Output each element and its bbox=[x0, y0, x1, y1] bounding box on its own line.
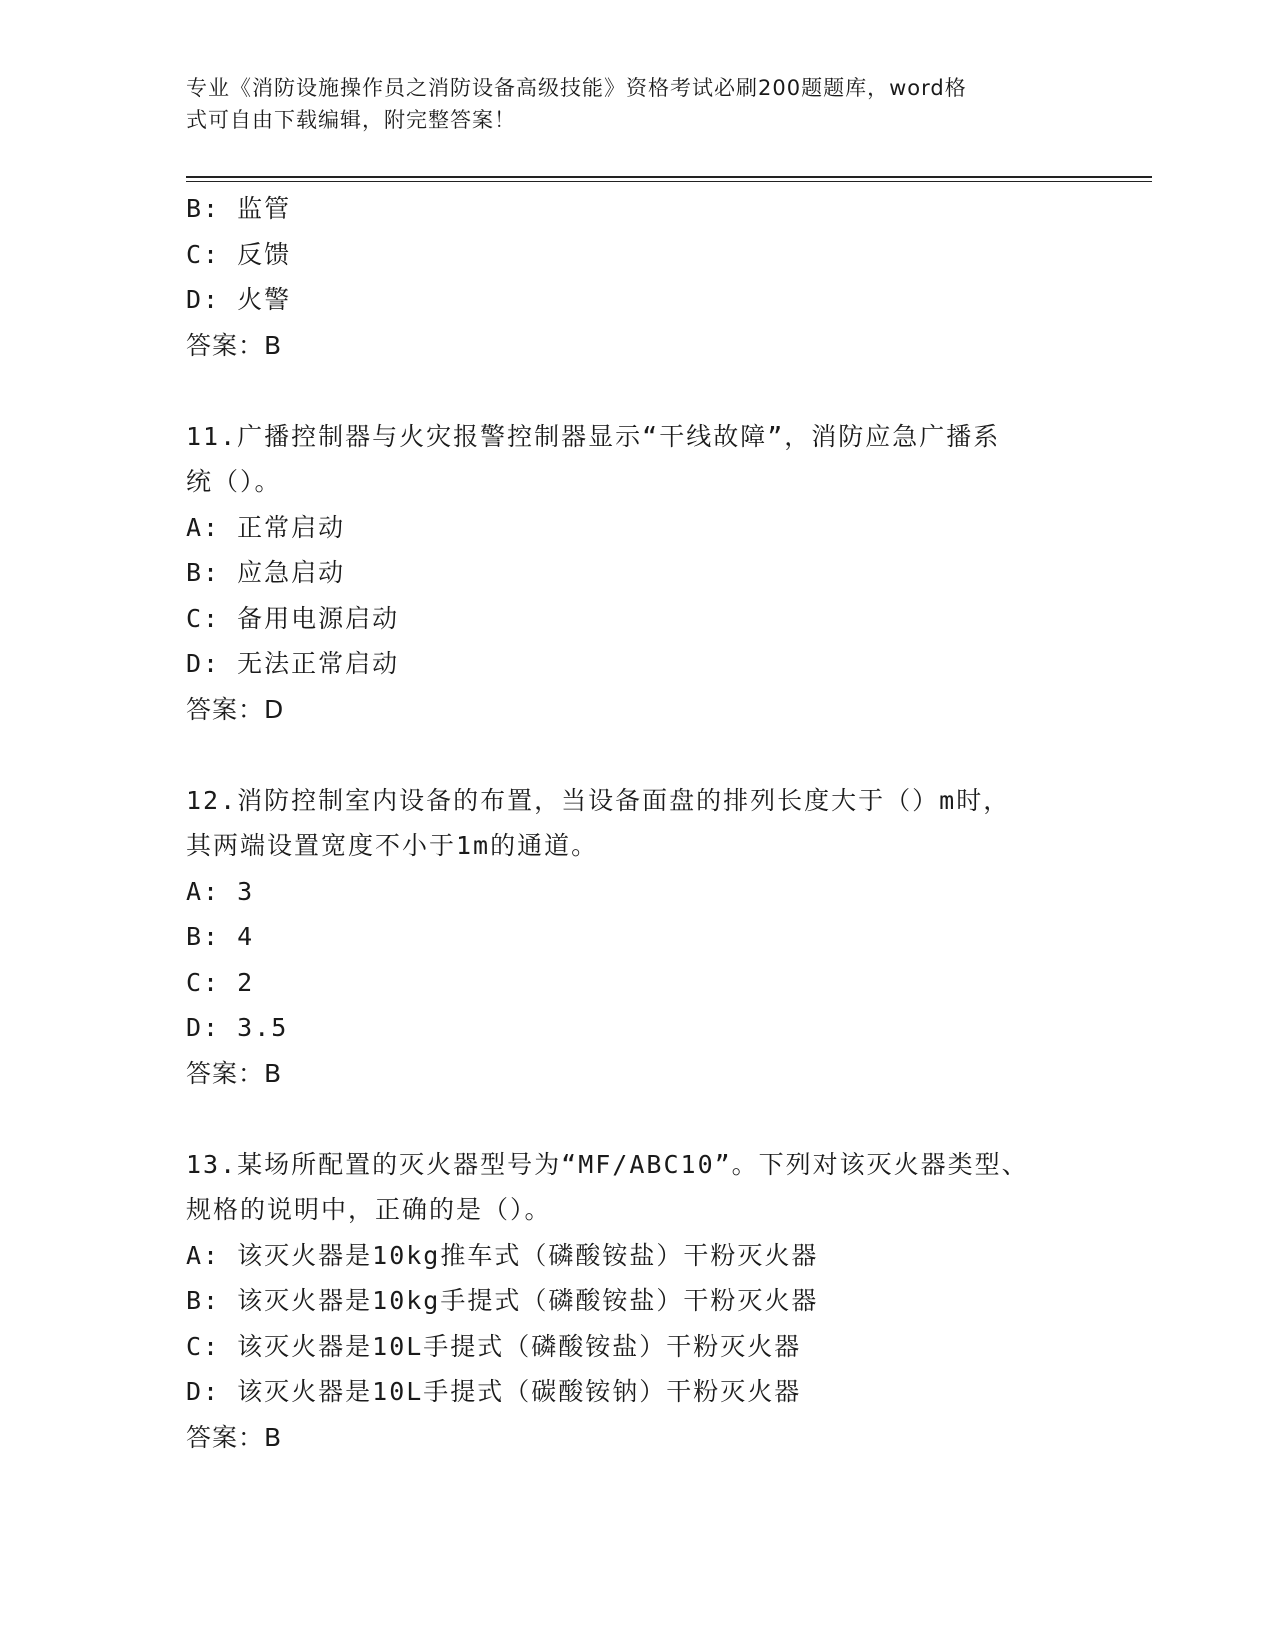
option-a: A: 该灭火器是10kg推车式（磷酸铵盐）干粉灭火器 bbox=[186, 1240, 819, 1270]
option-d: D: 该灭火器是10L手提式（碳酸铵钠）干粉灭火器 bbox=[186, 1377, 802, 1406]
question-11 bbox=[186, 414, 1086, 733]
partial-question bbox=[186, 186, 1086, 368]
option-a: A: 正常启动 bbox=[186, 512, 346, 542]
option-c: C: 2 bbox=[186, 967, 255, 997]
spacer bbox=[186, 732, 1086, 778]
header-divider bbox=[186, 176, 1152, 182]
option-b: B: 4 bbox=[186, 922, 255, 951]
answer-label: 答案：B bbox=[186, 1058, 283, 1088]
option-b: B: 该灭火器是10kg手提式（磷酸铵盐）干粉灭火器 bbox=[186, 1286, 819, 1315]
question-12 bbox=[186, 778, 1086, 1097]
question-list bbox=[186, 186, 1086, 1460]
answer-label: 答案：B bbox=[186, 1422, 283, 1452]
option-a: A: 3 bbox=[186, 876, 255, 906]
option-d: D: 3.5 bbox=[186, 1013, 289, 1042]
question-stem-line-1: 11.广播控制器与火灾报警控制器显示“干线故障”，消防应急广播系 bbox=[186, 421, 1001, 451]
document-header bbox=[186, 72, 1086, 136]
option-c: C: 备用电源启动 bbox=[186, 603, 400, 633]
header-line-1: 专业《消防设施操作员之消防设备高级技能》资格考试必刷200题题库，word格 bbox=[186, 76, 967, 100]
question-stem-line-1: 13.某场所配置的灭火器型号为“MF/ABC10”。下列对该灭火器类型、 bbox=[186, 1149, 1029, 1179]
answer-label: 答案：B bbox=[186, 330, 283, 360]
option-b: B: 应急启动 bbox=[186, 558, 346, 587]
question-stem-line-2: 统（）。 bbox=[186, 467, 282, 496]
option-d: D: 火警 bbox=[186, 285, 292, 314]
spacer bbox=[186, 1096, 1086, 1142]
question-stem-line-2: 其两端设置宽度不小于1m的通道。 bbox=[186, 831, 599, 860]
spacer bbox=[186, 368, 1086, 414]
option-b: B: 监管 bbox=[186, 194, 292, 223]
option-c: C: 该灭火器是10L手提式（磷酸铵盐）干粉灭火器 bbox=[186, 1331, 802, 1361]
header-line-2: 式可自由下载编辑，附完整答案！ bbox=[186, 108, 516, 132]
option-d: D: 无法正常启动 bbox=[186, 649, 400, 678]
question-stem-line-2: 规格的说明中，正确的是（）。 bbox=[186, 1195, 552, 1224]
question-stem-line-1: 12.消防控制室内设备的布置，当设备面盘的排列长度大于（）m时， bbox=[186, 785, 1011, 815]
option-c: C: 反馈 bbox=[186, 239, 292, 269]
question-13 bbox=[186, 1142, 1086, 1461]
answer-label: 答案：D bbox=[186, 694, 285, 724]
